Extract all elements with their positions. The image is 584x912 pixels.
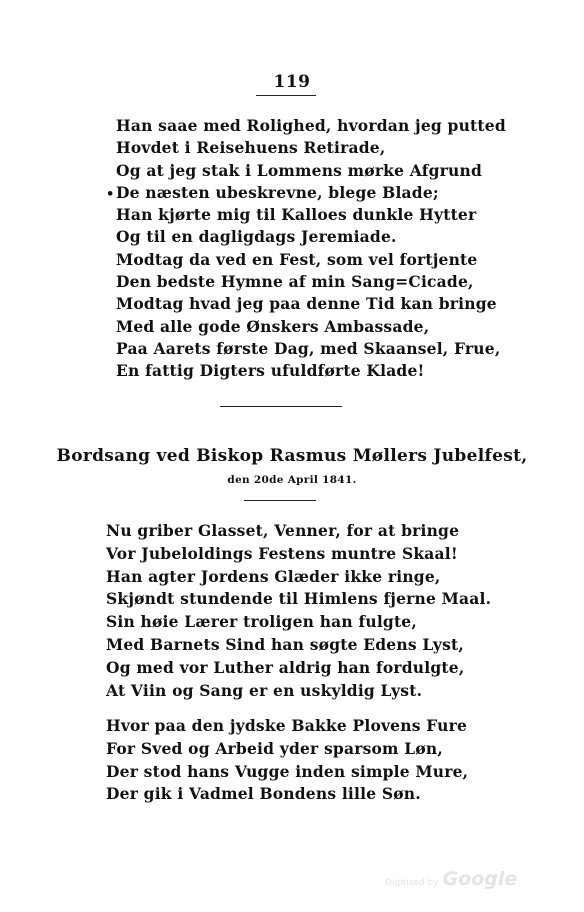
poem-subtitle: den 20de April 1841. xyxy=(227,474,357,486)
verse-line: Hovdet i Reisehuens Retirade, xyxy=(116,138,386,158)
verse-line: Sin høie Lærer troligen han fulgte, xyxy=(106,612,417,632)
poem-title: Bordsang ved Biskop Rasmus Møllers Jubelfest, xyxy=(56,446,528,466)
verse-line: At Viin og Sang er en uskyldig Lyst. xyxy=(106,680,423,700)
verse-line: Og med vor Luther aldrig han fordulgte, xyxy=(106,657,465,677)
verse-line: Med alle gode Ønskers Ambassade, xyxy=(116,316,430,336)
verse-line: Hvor paa den jydske Bakke Plovens Fure xyxy=(106,716,468,735)
poem-stanza-2 xyxy=(106,715,468,806)
verse-line: Der gik i Vadmel Bondens lille Søn. xyxy=(106,784,421,804)
verse-line: En fattig Digters ufuldførte Klade! xyxy=(116,361,425,381)
verse-line: Og til en dagligdags Jeremiade. xyxy=(116,227,397,247)
verse-line: Modtag hvad jeg paa denne Tid kan bringe xyxy=(116,294,497,314)
verse-line: For Sved og Arbeid yder sparsom Løn, xyxy=(106,738,443,758)
verse-line: Han saae med Rolighed, hvordan jeg putted xyxy=(116,116,506,135)
verse-line: Med Barnets Sind han søgte Edens Lyst, xyxy=(106,634,464,654)
verse-line: Paa Aarets første Dag, med Skaansel, Frue, xyxy=(116,338,501,358)
poem-stanza-1 xyxy=(106,520,491,702)
page-number-rule xyxy=(256,95,316,96)
verse-line: Der stod hans Vugge inden simple Mure, xyxy=(106,761,469,781)
section-divider xyxy=(220,406,342,407)
stanza-top xyxy=(106,115,506,383)
margin-mark: • xyxy=(106,186,115,202)
verse-line: Modtag da ved en Fest, som vel fortjente xyxy=(116,249,478,269)
verse-line: Nu griber Glasset, Venner, for at bringe xyxy=(106,521,460,540)
watermark-brand: Google xyxy=(442,868,518,890)
verse-line: Skjøndt stundende til Himlens fjerne Maal. xyxy=(106,589,492,609)
title-divider xyxy=(244,500,316,501)
watermark-prefix: Digitized by xyxy=(385,878,439,888)
digitization-watermark xyxy=(385,868,517,890)
verse-line: Og at jeg stak i Lommens mørke Afgrund xyxy=(116,160,482,180)
verse-line-text: De næsten ubeskrevne, blege Blade; xyxy=(116,182,439,202)
verse-line: Vor Jubeloldings Festens muntre Skaal! xyxy=(106,543,458,563)
verse-line: Han kjørte mig til Kalloes dunkle Hytter xyxy=(116,205,477,225)
verse-line-marked xyxy=(106,182,506,204)
page-number: 119 xyxy=(273,72,311,92)
verse-line: Den bedste Hymne af min Sang=Cicade, xyxy=(116,272,474,292)
verse-line: Han agter Jordens Glæder ikke ringe, xyxy=(106,566,441,586)
